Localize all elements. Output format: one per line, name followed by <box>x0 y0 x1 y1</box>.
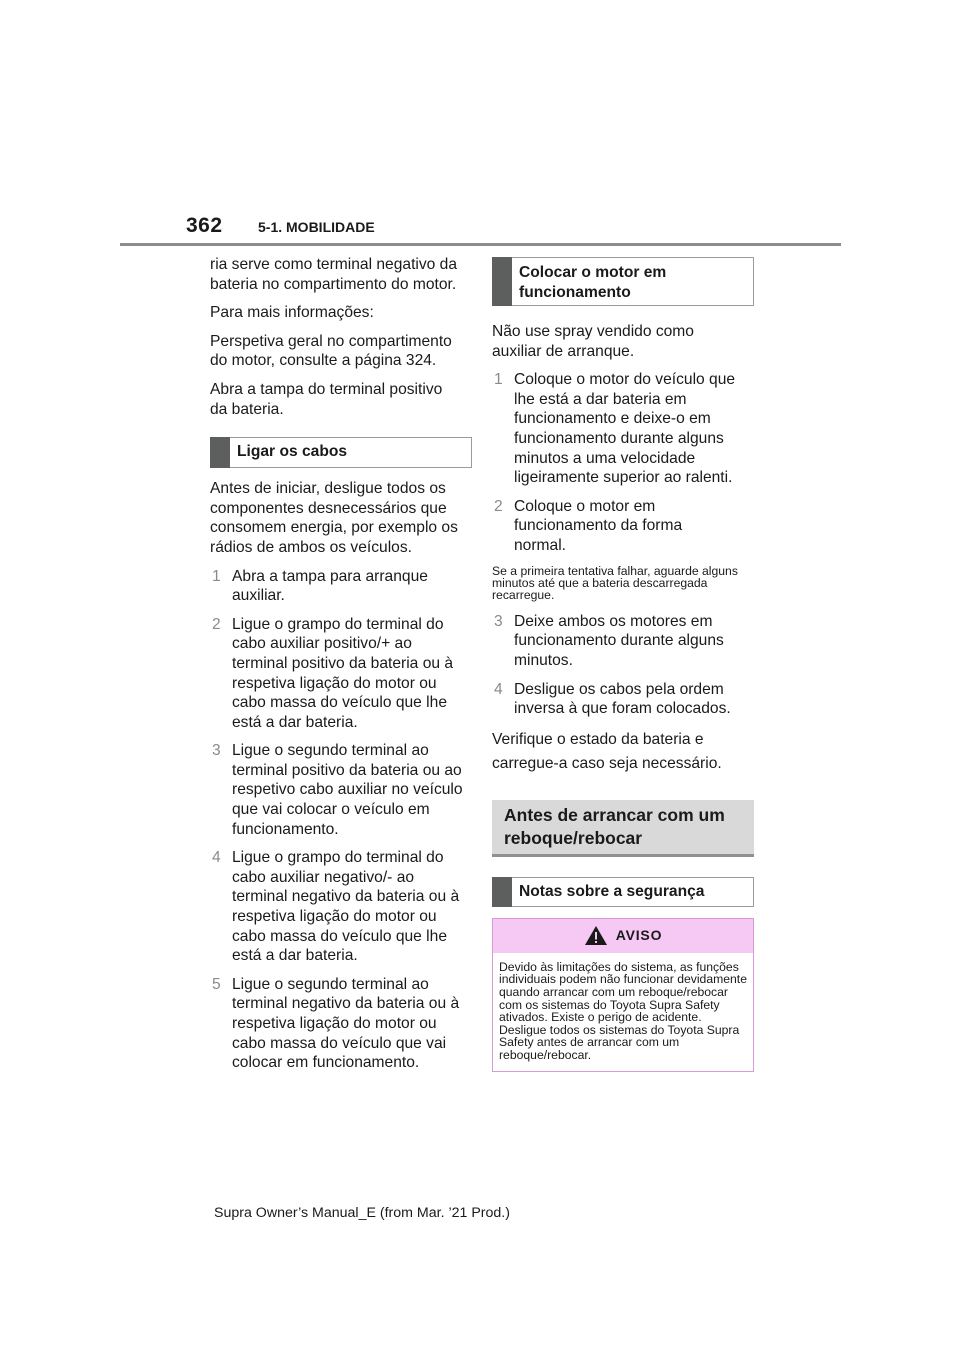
step-text: Coloque o motor em funcionamento da forma normal. <box>514 497 683 554</box>
step-number: 2 <box>494 497 503 515</box>
paragraph: Perspetiva geral no compartimento do motor, consulte a página 324. <box>210 332 452 370</box>
note-text: Se a primeira tentativa falhar, aguarde alguns minutos até que a bateria descarregada recarregue. <box>492 563 738 603</box>
step-number: 3 <box>494 612 503 630</box>
paragraph: Verifique o estado da bateria e carregue-a caso seja necessário. <box>492 730 722 772</box>
paragraph: ria serve como terminal negativo da bateria no compartimento do motor. <box>210 256 458 293</box>
step-number: 2 <box>212 615 221 633</box>
step-text: Ligue o grampo do terminal do cabo auxiliar positivo/+ ao terminal positivo da bateria ou à respetiva ligação do motor ou cabo massa do veículo que lhe está a dar bateria. <box>232 615 454 731</box>
subheading-connect-cables <box>210 437 472 468</box>
subheading-start-engine <box>492 257 754 306</box>
step-text: Deixe ambos os motores em funcionamento durante alguns minutos. <box>514 612 724 669</box>
warning-text: Devido às limitações do sistema, as funções individuais podem não funcionar devidamente quando arrancar com um reboque/rebocar com os sistemas do Toyota Supra Safety ativados. Existe o perigo de acidente. Desligue todos os sistemas do Toyota Supra Safety antes de arrancar com um reboque/rebocar. <box>499 959 747 1062</box>
step-number: 5 <box>212 975 221 993</box>
step-number: 4 <box>212 849 221 867</box>
step-text: Abra a tampa para arranque auxiliar. <box>232 567 428 605</box>
warning-box <box>492 918 754 1073</box>
step-item <box>492 370 748 488</box>
section-heading: Antes de arrancar com um reboque/rebocar <box>492 800 754 857</box>
step-number: 1 <box>212 567 221 585</box>
right-column <box>492 257 754 1072</box>
footer-text: Supra Owner’s Manual_E (from Mar. ’21 Prod.) <box>214 1205 510 1221</box>
step-text: Ligue o segundo terminal ao terminal negativo da bateria ou à respetiva ligação do motor ou cabo massa do veículo que vai colocar em funcionamento. <box>232 975 460 1072</box>
step-text: Coloque o motor do veículo que lhe está a dar bateria em funcionamento e deixe-o em funcionamento durante alguns minutos a uma velocidade ligeiramente superior ao ralenti. <box>514 371 736 487</box>
step-item <box>210 741 464 839</box>
paragraph: Abra a tampa do terminal positivo da bateria. <box>210 380 443 418</box>
page-number: 362 <box>186 214 223 237</box>
step-number: 1 <box>494 371 503 389</box>
step-text: Ligue o grampo do terminal do cabo auxiliar negativo/- ao terminal negativo da bateria ou à respetiva ligação do motor ou cabo massa do veículo que lhe está a dar bateria. <box>232 849 460 965</box>
subheading-text: Notas sobre a segurança <box>519 882 705 900</box>
step-item <box>210 615 464 733</box>
step-number: 4 <box>494 680 503 698</box>
subheading-text: Ligar os cabos <box>237 443 348 461</box>
step-item <box>492 680 748 719</box>
subheading-safety-notes <box>492 877 754 907</box>
step-number: 3 <box>212 742 221 760</box>
paragraph: Não use spray vendido como auxiliar de arranque. <box>492 323 694 360</box>
step-item <box>210 975 464 1073</box>
step-item <box>492 497 732 556</box>
left-column <box>210 255 472 1082</box>
warning-header <box>493 919 753 953</box>
section-title: 5-1. MOBILIDADE <box>258 219 375 235</box>
step-item <box>492 612 732 671</box>
warning-triangle-icon <box>584 925 608 946</box>
subheading-text: Colocar o motor em funcionamento <box>519 264 667 301</box>
paragraph: Antes de iniciar, desligue todos os componentes desnecessários que consomem energia, por exemplo os rádios de ambos os veículos. <box>210 480 458 556</box>
step-text: Ligue o segundo terminal ao terminal positivo da bateria ou ao respetivo cabo auxiliar no veículo que vai colocar o veículo em funcionamento. <box>232 742 463 838</box>
warning-label: AVISO <box>615 926 663 943</box>
step-item <box>210 567 450 606</box>
paragraph: Para mais informações: <box>210 304 374 322</box>
step-text: Desligue os cabos pela ordem inversa à que foram colocados. <box>514 680 731 718</box>
step-item <box>210 848 464 966</box>
header-divider <box>120 243 841 246</box>
